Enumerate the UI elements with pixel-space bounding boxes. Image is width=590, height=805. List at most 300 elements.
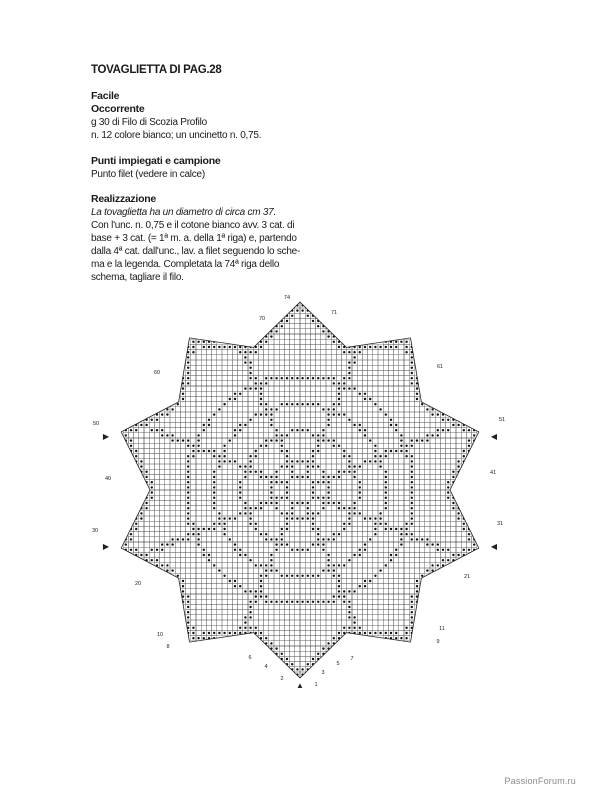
chart-grid-cell — [238, 573, 243, 578]
chart-filled-dot — [364, 517, 366, 519]
chart-grid-cell — [321, 625, 326, 630]
chart-grid-cell — [362, 412, 367, 417]
chart-grid-cell — [342, 396, 347, 401]
chart-grid-cell — [295, 329, 300, 334]
chart-grid-cell — [373, 474, 378, 479]
chart-filled-dot — [343, 471, 345, 473]
chart-grid-cell — [154, 459, 159, 464]
chart-filled-dot — [411, 611, 413, 613]
chart-grid-cell — [232, 402, 237, 407]
chart-grid-cell — [352, 443, 357, 448]
chart-grid-cell — [310, 334, 315, 339]
chart-grid-cell — [399, 506, 404, 511]
chart-grid-cell — [217, 490, 222, 495]
chart-grid-cell — [388, 370, 393, 375]
chart-grid-cell — [430, 454, 435, 459]
chart-filled-dot — [229, 538, 231, 540]
chart-filled-dot — [348, 455, 350, 457]
chart-grid-cell — [352, 381, 357, 386]
chart-grid-cell — [414, 402, 419, 407]
chart-grid-cell — [295, 438, 300, 443]
chart-grid-cell — [212, 542, 217, 547]
chart-grid-cell — [191, 615, 196, 620]
chart-grid-cell — [347, 381, 352, 386]
chart-filled-dot — [265, 533, 267, 535]
chart-grid-cell — [404, 485, 409, 490]
chart-filled-dot — [255, 455, 257, 457]
chart-grid-cell — [274, 532, 279, 537]
chart-filled-dot — [327, 413, 329, 415]
chart-filled-dot — [213, 632, 215, 634]
chart-filled-dot — [140, 512, 142, 514]
chart-filled-dot — [369, 398, 371, 400]
chart-grid-cell — [326, 448, 331, 453]
chart-grid-cell — [394, 625, 399, 630]
chart-grid-cell — [394, 464, 399, 469]
chart-grid-cell — [201, 407, 206, 412]
chart-grid-cell — [196, 563, 201, 568]
chart-grid-cell — [248, 495, 253, 500]
chart-grid-cell — [321, 344, 326, 349]
chart-filled-dot — [234, 460, 236, 462]
chart-filled-dot — [229, 460, 231, 462]
chart-grid-cell — [425, 464, 430, 469]
chart-filled-dot — [338, 595, 340, 597]
chart-filled-dot — [187, 455, 189, 457]
chart-grid-cell — [300, 443, 305, 448]
chart-filled-dot — [192, 637, 194, 639]
chart-grid-cell — [414, 532, 419, 537]
chart-filled-dot — [281, 543, 283, 545]
chart-filled-dot — [369, 517, 371, 519]
chart-grid-cell — [394, 511, 399, 516]
chart-filled-dot — [255, 413, 257, 415]
chart-filled-dot — [203, 554, 205, 556]
chart-grid-cell — [253, 584, 258, 589]
chart-grid-cell — [222, 584, 227, 589]
chart-grid-cell — [378, 620, 383, 625]
chart-grid-cell — [378, 396, 383, 401]
chart-grid-cell — [342, 355, 347, 360]
chart-filled-dot — [260, 575, 262, 577]
chart-grid-cell — [420, 469, 425, 474]
chart-grid-cell — [352, 412, 357, 417]
chart-grid-cell — [206, 381, 211, 386]
chart-grid-cell — [368, 521, 373, 526]
chart-grid-cell — [253, 495, 258, 500]
chart-grid-cell — [290, 558, 295, 563]
chart-filled-dot — [192, 528, 194, 530]
chart-grid-cell — [201, 584, 206, 589]
chart-filled-dot — [416, 398, 418, 400]
chart-grid-cell — [274, 412, 279, 417]
chart-grid-cell — [279, 521, 284, 526]
chart-grid-cell — [394, 521, 399, 526]
chart-grid-cell — [378, 355, 383, 360]
chart-grid-cell — [212, 386, 217, 391]
chart-grid-cell — [420, 422, 425, 427]
chart-grid-cell — [290, 641, 295, 646]
chart-grid-cell — [409, 417, 414, 422]
chart-filled-dot — [463, 549, 465, 551]
chart-filled-dot — [270, 377, 272, 379]
chart-filled-dot — [255, 507, 257, 509]
chart-grid-cell — [300, 625, 305, 630]
chart-grid-cell — [378, 370, 383, 375]
chart-filled-dot — [281, 528, 283, 530]
chart-filled-dot — [348, 471, 350, 473]
chart-grid-cell — [425, 511, 430, 516]
chart-filled-dot — [187, 481, 189, 483]
chart-grid-cell — [175, 433, 180, 438]
chart-filled-dot — [270, 335, 272, 337]
chart-grid-cell — [253, 500, 258, 505]
chart-grid-cell — [284, 443, 289, 448]
chart-grid-cell — [160, 532, 165, 537]
chart-grid-cell — [222, 360, 227, 365]
chart-grid-cell — [383, 599, 388, 604]
chart-grid-cell — [378, 552, 383, 557]
chart-grid-cell — [290, 532, 295, 537]
chart-grid-cell — [222, 376, 227, 381]
chart-grid-cell — [191, 355, 196, 360]
chart-grid-cell — [264, 485, 269, 490]
chart-grid-cell — [368, 355, 373, 360]
chart-filled-dot — [187, 606, 189, 608]
chart-grid-cell — [347, 620, 352, 625]
chart-arrow-marker: ◀ — [490, 432, 498, 441]
chart-grid-cell — [170, 563, 175, 568]
chart-grid-cell — [201, 594, 206, 599]
chart-grid-cell — [362, 615, 367, 620]
chart-grid-cell — [284, 324, 289, 329]
chart-grid-cell — [414, 526, 419, 531]
chart-grid-cell — [316, 391, 321, 396]
chart-grid-cell — [139, 526, 144, 531]
chart-filled-dot — [431, 413, 433, 415]
chart-grid-cell — [404, 464, 409, 469]
chart-grid-cell — [165, 500, 170, 505]
chart-grid-cell — [295, 339, 300, 344]
chart-grid-cell — [217, 365, 222, 370]
chart-filled-dot — [411, 601, 413, 603]
chart-grid-cell — [222, 547, 227, 552]
chart-row-label: 2 — [280, 676, 284, 682]
chart-grid-cell — [404, 615, 409, 620]
chart-filled-dot — [312, 320, 314, 322]
chart-grid-cell — [232, 480, 237, 485]
chart-grid-cell — [201, 433, 206, 438]
chart-grid-cell — [300, 344, 305, 349]
chart-grid-cell — [180, 407, 185, 412]
chart-filled-dot — [213, 507, 215, 509]
chart-grid-cell — [383, 573, 388, 578]
chart-grid-cell — [154, 506, 159, 511]
chart-filled-dot — [255, 450, 257, 452]
chart-grid-cell — [269, 620, 274, 625]
chart-grid-cell — [404, 584, 409, 589]
chart-grid-cell — [139, 443, 144, 448]
chart-grid-cell — [451, 547, 456, 552]
chart-filled-dot — [187, 460, 189, 462]
chart-grid-cell — [279, 615, 284, 620]
chart-filled-dot — [359, 424, 361, 426]
chart-grid-cell — [160, 558, 165, 563]
chart-grid-cell — [212, 365, 217, 370]
chart-grid-cell — [144, 428, 149, 433]
chart-grid-cell — [232, 386, 237, 391]
chart-grid-cell — [186, 552, 191, 557]
chart-filled-dot — [317, 653, 319, 655]
chart-filled-dot — [255, 528, 257, 530]
chart-grid-cell — [284, 651, 289, 656]
chart-filled-dot — [374, 533, 376, 535]
chart-grid-cell — [238, 537, 243, 542]
chart-filled-dot — [312, 465, 314, 467]
chart-grid-cell — [357, 594, 362, 599]
chart-grid-cell — [446, 459, 451, 464]
chart-grid-cell — [290, 625, 295, 630]
chart-grid-cell — [456, 547, 461, 552]
chart-grid-cell — [258, 615, 263, 620]
chart-grid-cell — [196, 578, 201, 583]
chart-filled-dot — [405, 351, 407, 353]
chart-grid-cell — [196, 474, 201, 479]
chart-grid-cell — [310, 578, 315, 583]
chart-grid-cell — [201, 516, 206, 521]
chart-grid-cell — [295, 391, 300, 396]
chart-grid-cell — [368, 474, 373, 479]
chart-grid-cell — [409, 422, 414, 427]
chart-filled-dot — [301, 429, 303, 431]
chart-filled-dot — [255, 601, 257, 603]
chart-grid-cell — [295, 620, 300, 625]
chart-filled-dot — [213, 564, 215, 566]
chart-filled-dot — [333, 476, 335, 478]
chart-filled-dot — [161, 413, 163, 415]
chart-filled-dot — [286, 377, 288, 379]
chart-grid-cell — [316, 563, 321, 568]
chart-filled-dot — [400, 528, 402, 530]
chart-grid-cell — [295, 469, 300, 474]
chart-filled-dot — [156, 549, 158, 551]
chart-filled-dot — [343, 413, 345, 415]
chart-filled-dot — [265, 502, 267, 504]
chart-grid-cell — [253, 464, 258, 469]
chart-grid-cell — [222, 480, 227, 485]
chart-filled-dot — [411, 517, 413, 519]
chart-filled-dot — [416, 580, 418, 582]
chart-grid-cell — [232, 448, 237, 453]
chart-grid-cell — [279, 636, 284, 641]
chart-filled-dot — [364, 549, 366, 551]
chart-grid-cell — [243, 573, 248, 578]
chart-filled-dot — [333, 413, 335, 415]
chart-grid-cell — [201, 459, 206, 464]
chart-grid-cell — [258, 521, 263, 526]
chart-grid-cell — [336, 433, 341, 438]
chart-grid-cell — [191, 589, 196, 594]
chart-grid-cell — [227, 594, 232, 599]
chart-grid-cell — [274, 589, 279, 594]
chart-grid-cell — [451, 521, 456, 526]
chart-filled-dot — [161, 434, 163, 436]
instructions-intro: La tovaglietta ha un diametro di circa cm 37. — [91, 207, 276, 218]
chart-grid-cell — [295, 334, 300, 339]
chart-grid-cell — [248, 594, 253, 599]
chart-grid-cell — [149, 537, 154, 542]
chart-filled-dot — [374, 575, 376, 577]
chart-filled-dot — [275, 647, 277, 649]
chart-grid-cell — [357, 620, 362, 625]
chart-filled-dot — [244, 616, 246, 618]
chart-filled-dot — [301, 575, 303, 577]
chart-filled-dot — [192, 346, 194, 348]
chart-grid-cell — [368, 391, 373, 396]
chart-grid-cell — [394, 407, 399, 412]
chart-grid-cell — [201, 454, 206, 459]
chart-grid-cell — [430, 480, 435, 485]
chart-grid-cell — [440, 537, 445, 542]
chart-grid-cell — [352, 454, 357, 459]
chart-grid-cell — [414, 443, 419, 448]
chart-grid-cell — [383, 615, 388, 620]
chart-filled-dot — [187, 517, 189, 519]
chart-filled-dot — [385, 491, 387, 493]
chart-grid-cell — [238, 578, 243, 583]
chart-grid-cell — [139, 428, 144, 433]
chart-filled-dot — [395, 346, 397, 348]
chart-grid-cell — [274, 355, 279, 360]
chart-grid-cell — [191, 438, 196, 443]
chart-grid-cell — [430, 537, 435, 542]
chart-grid-cell — [191, 376, 196, 381]
chart-filled-dot — [145, 502, 147, 504]
chart-filled-dot — [249, 590, 251, 592]
chart-grid-cell — [196, 558, 201, 563]
chart-filled-dot — [379, 523, 381, 525]
chart-grid-cell — [300, 391, 305, 396]
chart-filled-dot — [265, 445, 267, 447]
chart-grid-cell — [326, 506, 331, 511]
chart-grid-cell — [321, 402, 326, 407]
chart-filled-dot — [244, 507, 246, 509]
chart-filled-dot — [275, 476, 277, 478]
chart-grid-cell — [212, 573, 217, 578]
chart-grid-cell — [290, 578, 295, 583]
chart-filled-dot — [291, 471, 293, 473]
chart-grid-cell — [300, 490, 305, 495]
chart-grid-cell — [279, 469, 284, 474]
chart-grid-cell — [347, 537, 352, 542]
chart-filled-dot — [234, 393, 236, 395]
chart-filled-dot — [374, 460, 376, 462]
chart-grid-cell — [227, 542, 232, 547]
chart-filled-dot — [281, 439, 283, 441]
chart-grid-cell — [279, 620, 284, 625]
chart-grid-cell — [170, 511, 175, 516]
chart-grid-cell — [258, 448, 263, 453]
chart-grid-cell — [409, 402, 414, 407]
chart-grid-cell — [378, 584, 383, 589]
chart-grid-cell — [191, 594, 196, 599]
chart-grid-cell — [217, 433, 222, 438]
chart-grid-cell — [232, 532, 237, 537]
chart-grid-cell — [243, 391, 248, 396]
chart-grid-cell — [134, 433, 139, 438]
chart-grid-cell — [394, 599, 399, 604]
chart-filled-dot — [353, 476, 355, 478]
chart-grid-cell — [331, 584, 336, 589]
chart-grid-cell — [383, 391, 388, 396]
chart-filled-dot — [281, 533, 283, 535]
chart-filled-dot — [260, 413, 262, 415]
chart-grid-cell — [149, 511, 154, 516]
chart-filled-dot — [307, 377, 309, 379]
chart-grid-cell — [217, 594, 222, 599]
chart-grid-cell — [305, 589, 310, 594]
chart-grid-cell — [435, 448, 440, 453]
chart-filled-dot — [312, 601, 314, 603]
chart-grid-cell — [227, 625, 232, 630]
chart-grid-cell — [227, 355, 232, 360]
chart-grid-cell — [170, 552, 175, 557]
chart-filled-dot — [270, 554, 272, 556]
chart-filled-dot — [151, 491, 153, 493]
chart-grid-cell — [342, 370, 347, 375]
chart-grid-cell — [201, 402, 206, 407]
chart-filled-dot — [385, 413, 387, 415]
chart-grid-cell — [248, 552, 253, 557]
chart-grid-cell — [227, 485, 232, 490]
chart-filled-dot — [213, 502, 215, 504]
chart-filled-dot — [135, 429, 137, 431]
chart-grid-cell — [180, 485, 185, 490]
chart-grid-cell — [357, 433, 362, 438]
chart-filled-dot — [296, 502, 298, 504]
chart-filled-dot — [197, 439, 199, 441]
chart-grid-cell — [243, 578, 248, 583]
chart-grid-cell — [295, 313, 300, 318]
chart-filled-dot — [203, 632, 205, 634]
chart-filled-dot — [437, 429, 439, 431]
chart-grid-cell — [186, 573, 191, 578]
chart-grid-cell — [368, 495, 373, 500]
chart-grid-cell — [368, 464, 373, 469]
chart-grid-cell — [336, 360, 341, 365]
chart-grid-cell — [368, 615, 373, 620]
chart-filled-dot — [343, 450, 345, 452]
chart-grid-cell — [310, 474, 315, 479]
chart-filled-dot — [291, 502, 293, 504]
chart-grid-cell — [321, 584, 326, 589]
chart-grid-cell — [201, 490, 206, 495]
chart-grid-cell — [170, 516, 175, 521]
chart-filled-dot — [171, 408, 173, 410]
chart-filled-dot — [197, 341, 199, 343]
chart-row-label: 61 — [436, 364, 444, 370]
chart-grid-cell — [290, 537, 295, 542]
chart-grid-cell — [326, 615, 331, 620]
chart-grid-cell — [160, 417, 165, 422]
chart-grid-cell — [290, 407, 295, 412]
chart-grid-cell — [388, 604, 393, 609]
chart-filled-dot — [239, 481, 241, 483]
chart-grid-cell — [305, 542, 310, 547]
chart-grid-cell — [212, 625, 217, 630]
chart-filled-dot — [239, 486, 241, 488]
chart-grid-cell — [222, 537, 227, 542]
